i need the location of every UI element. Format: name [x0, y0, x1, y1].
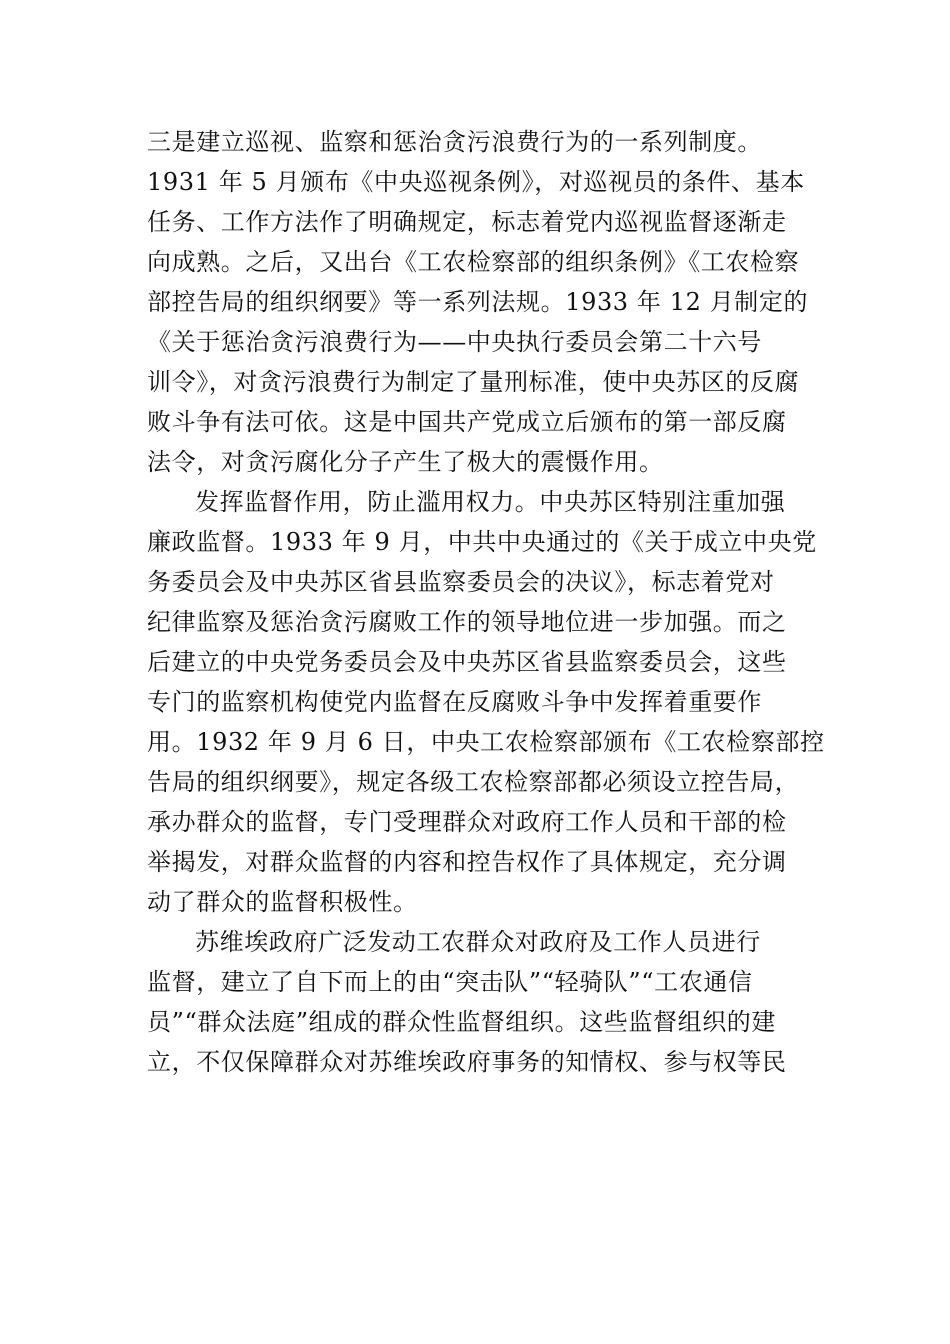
- text-line: 监督，建立了自下而上的由“突击队”“轻骑队”“工农通信: [147, 968, 753, 996]
- text-line: 举揭发，对群众监督的内容和控告权作了具体规定，充分调: [147, 848, 787, 876]
- text-line: 廉政监督。1933 年 9 月，中共中央通过的《关于成立中央党: [147, 528, 817, 556]
- text-line: 立，不仅保障群众对苏维埃政府事务的知情权、参与权等民: [147, 1048, 787, 1076]
- text-line: 任务、工作方法作了明确规定，标志着党内巡视监督逐渐走: [147, 208, 787, 236]
- text-line: 员”“群众法庭”组成的群众性监督组织。这些监督组织的建: [147, 1008, 777, 1036]
- text-line: 后建立的中央党务委员会及中央苏区省县监察委员会，这些: [147, 648, 787, 676]
- text-line: 告局的组织纲要》，规定各级工农检察部都必须设立控告局，: [147, 768, 800, 796]
- paragraph-first-line: 发挥监督作用，防止滥用权力。中央苏区特别注重加强: [195, 488, 786, 516]
- text-line: 三是建立巡视、监察和惩治贪污浪费行为的一系列制度。: [147, 128, 762, 156]
- text-line: 动了群众的监督积极性。: [147, 888, 418, 916]
- text-line: 用。1932 年 9 月 6 日，中央工农检察部颁布《工农检察部控: [147, 728, 825, 756]
- text-line: 专门的监察机构使党内监督在反腐败斗争中发挥着重要作: [147, 688, 762, 716]
- paragraph-first-line: 苏维埃政府广泛发动工农群众对政府及工作人员进行: [195, 928, 761, 956]
- body-text: [147, 122, 825, 1082]
- text-line: 向成熟。之后，又出台《工农检察部的组织条例》《工农检察: [147, 248, 800, 276]
- text-line: 部控告局的组织纲要》等一系列法规。1933 年 12 月制定的: [147, 288, 809, 316]
- text-line: 承办群众的监督，专门受理群众对政府工作人员和干部的检: [147, 808, 787, 836]
- text-line: 务委员会及中央苏区省县监察委员会的决议》，标志着党对: [147, 568, 775, 596]
- text-line: 法令，对贪污腐化分子产生了极大的震慑作用。: [147, 448, 664, 476]
- text-line: 《关于惩治贪污浪费行为——中央执行委员会第二十六号: [147, 328, 762, 356]
- text-line: 训令》，对贪污浪费行为制定了量刑标准，使中央苏区的反腐: [147, 368, 800, 396]
- text-line: 1931 年 5 月颁布《中央巡视条例》，对巡视员的条件、基本: [147, 168, 805, 196]
- text-line: 纪律监察及惩治贪污腐败工作的领导地位进一步加强。而之: [147, 608, 787, 636]
- text-line: 败斗争有法可依。这是中国共产党成立后颁布的第一部反腐: [147, 408, 787, 436]
